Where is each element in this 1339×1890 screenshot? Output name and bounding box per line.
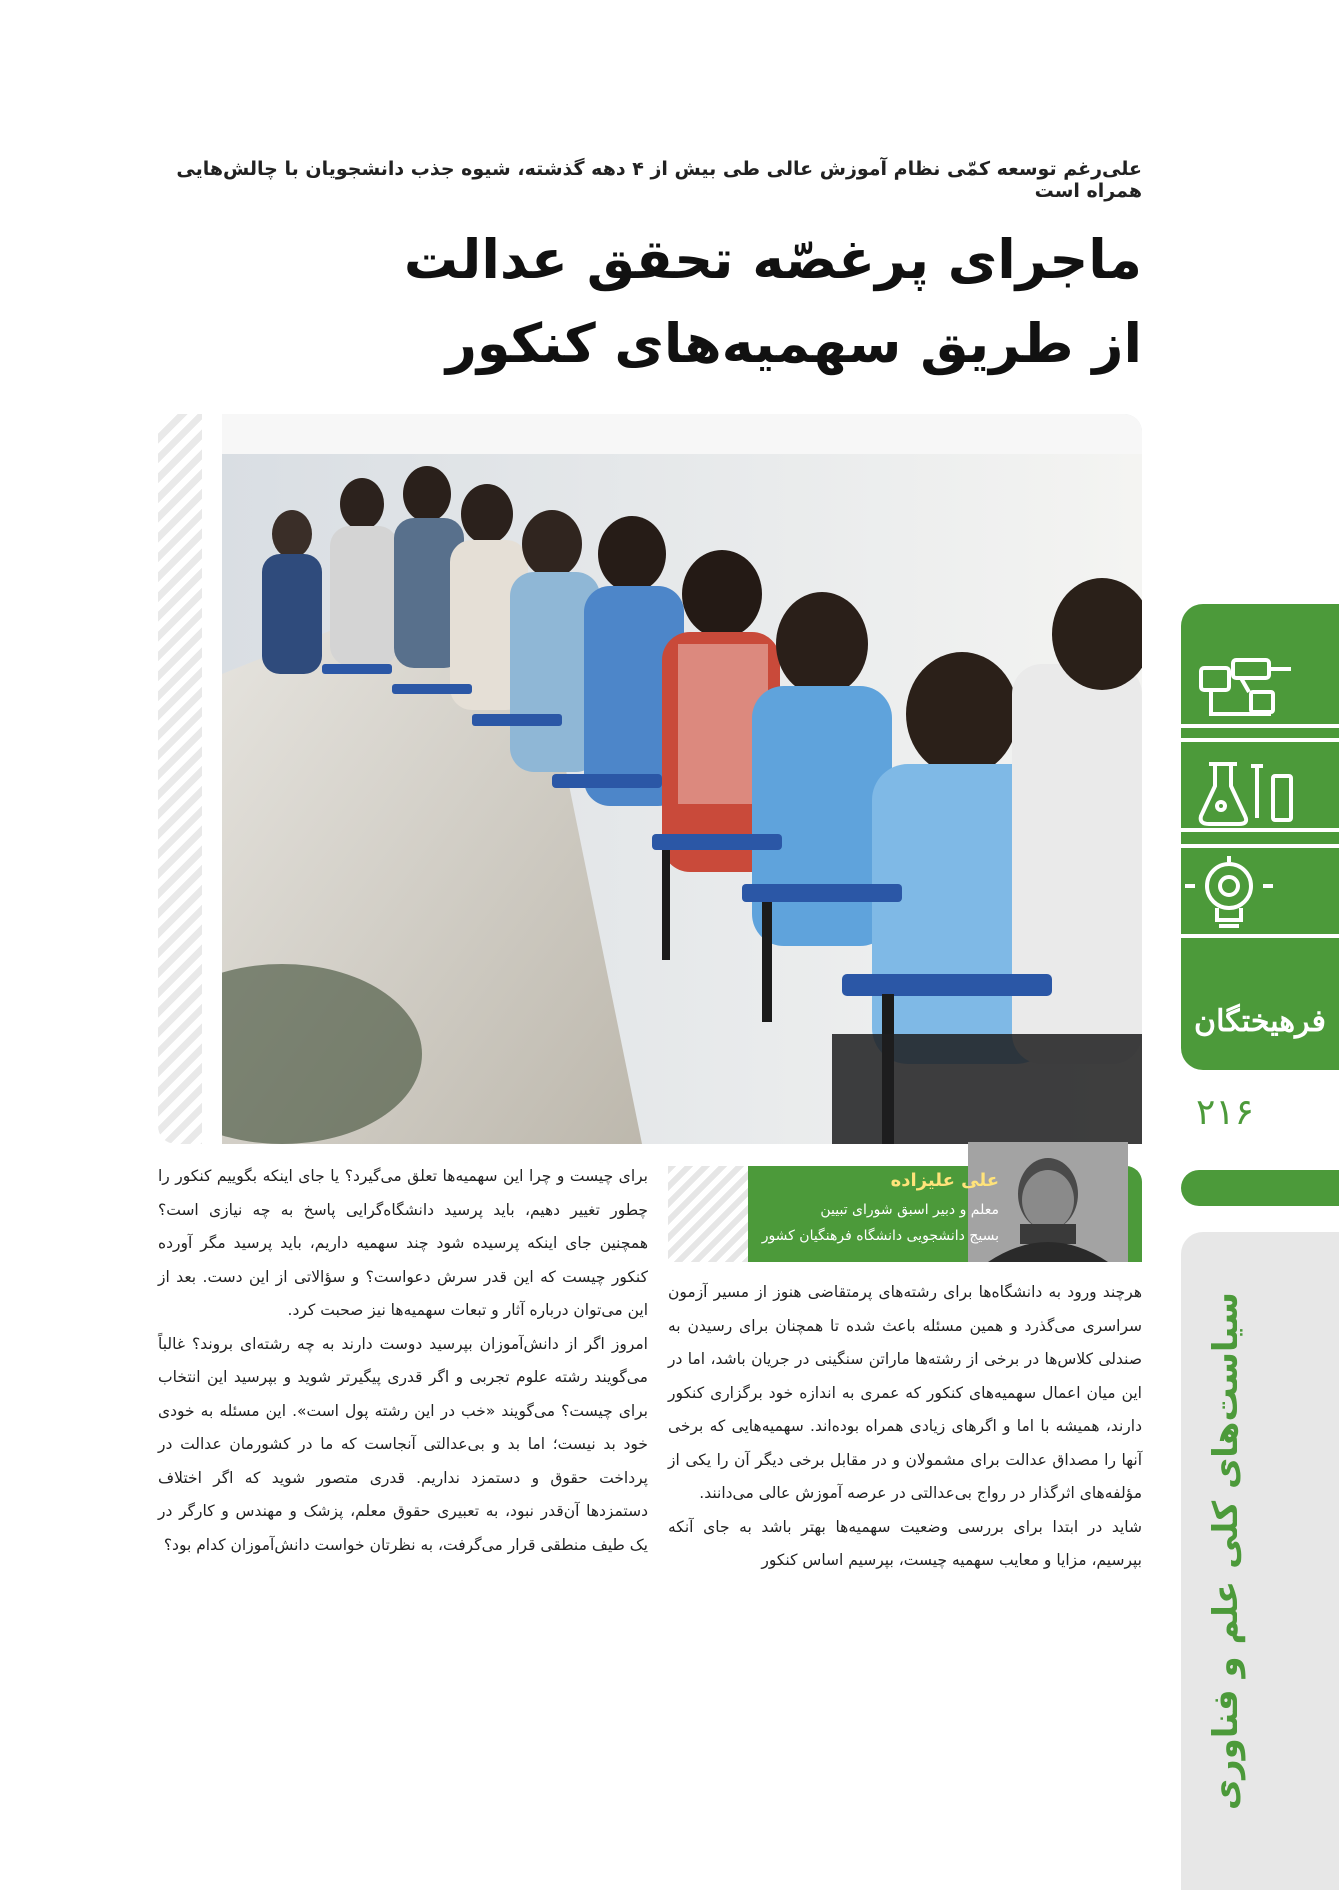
article-title — [122, 218, 1142, 386]
section-label — [1181, 1232, 1271, 1890]
author-affiliation: بسیج دانشجویی دانشگاه فرهنگیان کشور — [761, 1228, 999, 1244]
section-title: سیاست‌های کلی علم و فناوری — [1206, 1292, 1246, 1811]
author-name: علی علیزاده — [890, 1170, 999, 1191]
sidebar-separator — [1181, 738, 1339, 742]
brand-logo: فرهیختگان — [1194, 1003, 1326, 1039]
sidebar-accent-bar — [1181, 1170, 1339, 1206]
author-role: معلم و دبیر اسبق شورای تبیین — [820, 1202, 999, 1218]
body-paragraph: امروز اگر از دانش‌آموزان بپرسید دوست دارند به چه رشته‌ای بروند؟ غالباً می‌گویند رشته علوم تجربی و اگر قدری پیگیرتر شوید و بپرسید این انتخاب برای چیست؟ می‌گویند «خب در این رشته پول است». این مسئله به خودی خود بد نیست؛ اما بد و بی‌عدالتی آنجاست که ما در کشورمان عدالت در پرداخت حقوق و دستمزد نداریم. قدری متصور شوید که اگر اختلاف دستمزدها آن‌قدر نبود، به تعبیری حقوق معلم، پزشک و مهندس و کارگر در یک طیف منطقی قرار می‌گرفت، به نظرتان خواست دانش‌آموزان کدام بود؟ — [158, 1334, 648, 1554]
lab-flask-icon — [1181, 746, 1339, 842]
article-kicker: علی‌رغم توسعه کمّی نظام آموزش عالی طی بیش از ۴ دهه گذشته، شیوه جذب دانشجویان با چالش‌هایی همراه است — [176, 158, 1142, 202]
article-title-line-2: از طریق سهمیه‌های کنکور — [445, 312, 1142, 375]
body-column-right — [668, 1276, 1142, 1578]
lightbulb-gear-icon — [1181, 852, 1339, 948]
body-paragraph: شاید در ابتدا برای بررسی وضعیت سهمیه‌ها بهتر باشد به جای آنکه بپرسیم، مزایا و معایب سهمیه چیست، بپرسیم اساس کنکور — [668, 1517, 1142, 1569]
body-paragraph: برای چیست و چرا این سهمیه‌ها تعلق می‌گیرد؟ یا جای اینکه بگوییم کنکور را چطور تغییر دهیم، باید پرسید دانشگاه‌گرایی پاسخ به چه نیازی است؟ همچنین جای اینکه پرسیده شود چند سهمیه داریم، باید پرسید مگر آورده کنکور چیست که این قدر سرش دعواست؟ و سؤالاتی از این دست. بعد از این می‌توان درباره آثار و تبعات سهمیه‌ها نیز صحبت کرد. — [158, 1167, 648, 1319]
sidebar-separator — [1181, 844, 1339, 848]
body-column-left — [158, 1160, 648, 1562]
microscope-icon — [1181, 644, 1339, 740]
exam-hall-photo — [222, 414, 1142, 1144]
article-title-line-1: ماجرای پرغصّه تحقق عدالت — [403, 228, 1142, 291]
photo-decorative-strip — [158, 414, 202, 1144]
page-number: ۲۱۶ — [1195, 1092, 1254, 1133]
body-paragraph: هرچند ورود به دانشگاه‌ها برای رشته‌های پرمتقاضی هنوز از مسیر آزمون سراسری می‌گذرد و همین مسئله باعث شده تا همچنان برای رسیدن به صندلی کلاس‌ها در برخی از رشته‌ها ماراتن سنگینی در جریان باشد، اما در این میان اعمال سهمیه‌های کنکور که عمری به اندازه خود برگزاری کنکور دارند، همیشه با اما و اگرهای زیادی همراه بوده‌اند. سهمیه‌هایی که برخی آنها را مصداق عدالت برای مشمولان و در مقابل برخی دیگر آن را یکی از مؤلفه‌های اثرگذار در رواج بی‌عدالتی در عرصه آموزش عالی می‌دانند. — [668, 1283, 1142, 1502]
